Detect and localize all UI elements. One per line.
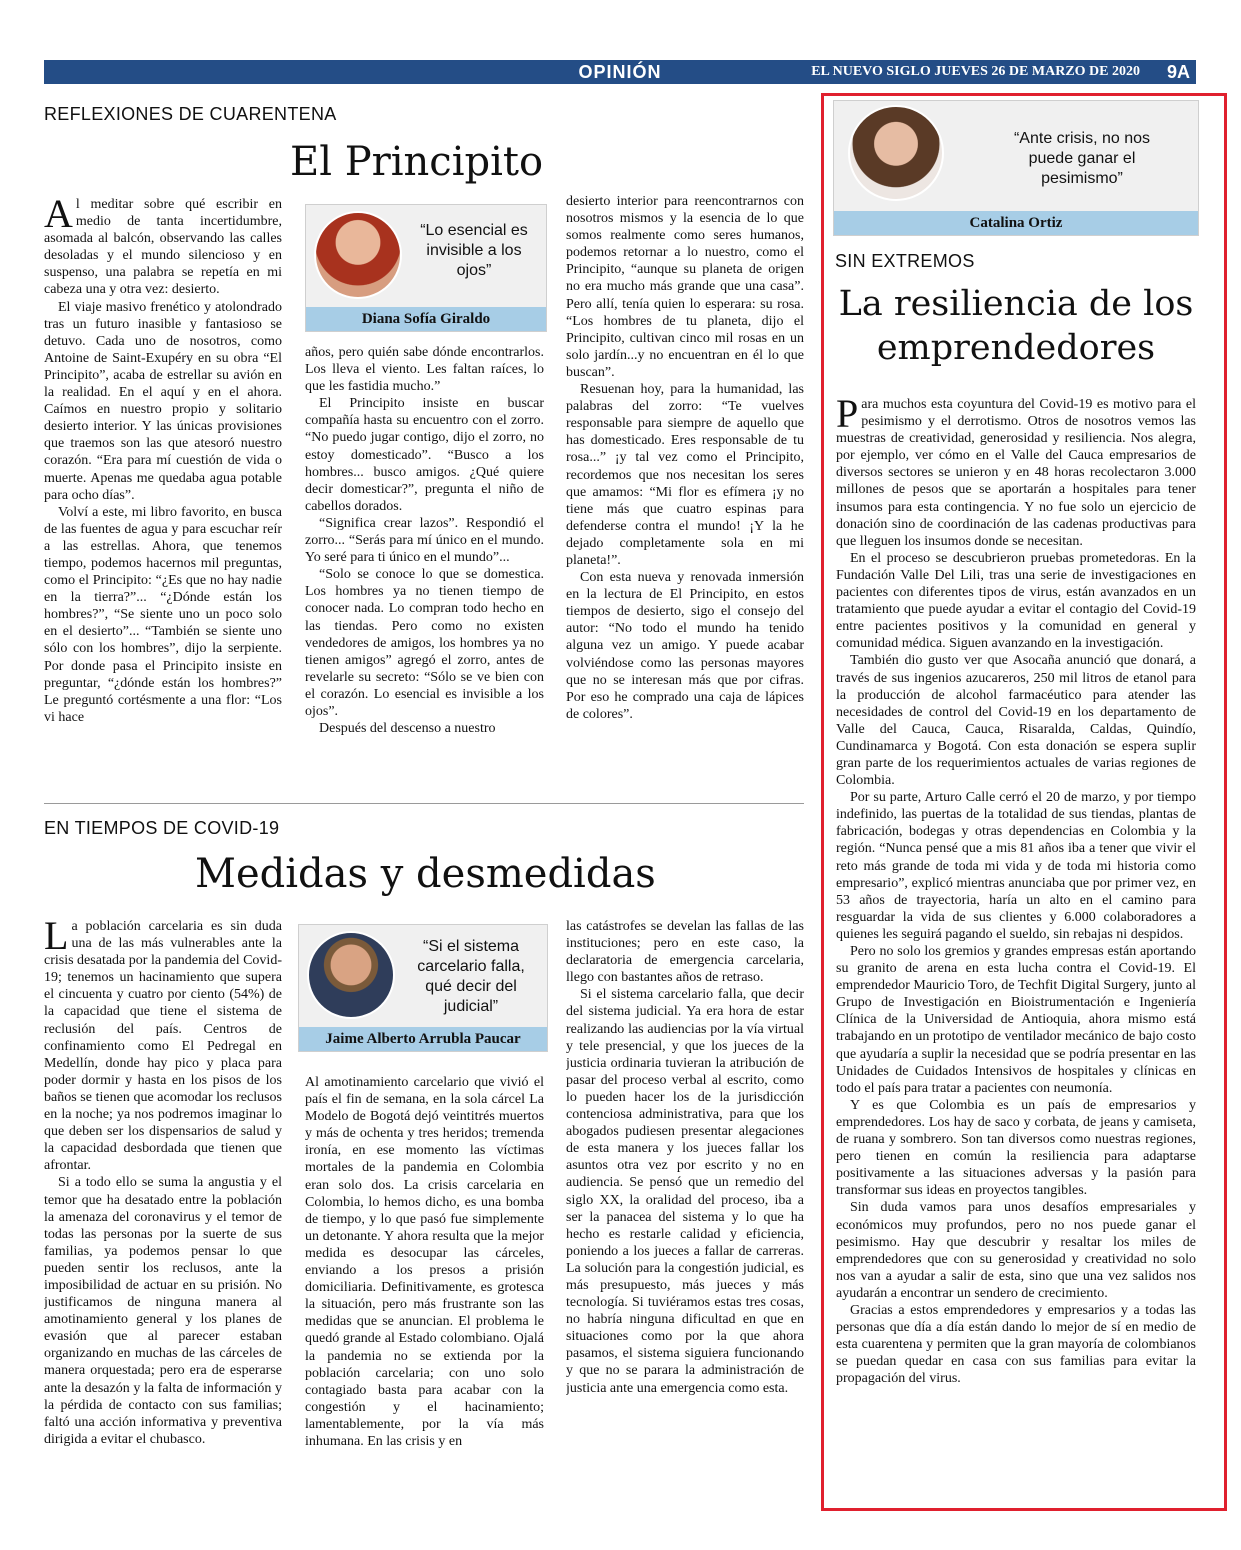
article3-paragraph: Y es que Colombia es un país de empresarios y emprendedores. Los hay de saco y corbata, de jeans y camiseta, de ruana y sombrero. Son tan diversos como nuestras regiones, pero tienen en común la resiliencia para adaptarse positivamente a las situaciones adversas y la pasión para transformar sus ideas en proyectos tangibles. <box>836 1097 1196 1199</box>
author-name: Catalina Ortiz <box>834 211 1198 235</box>
pull-quote: “Ante crisis, no nos puede ganar el pesimismo” <box>1013 130 1151 187</box>
article3-paragraph: Pero no solo los gremios y grandes empresas están aportando su granito de arena en esta lucha contra el Covid-19. El emprendedor Mauricio Toro, de Techfit Digital Surgery, junto al Grupo de Investigación en Bioistrumentación e Ingeniería Clínica de la Universidad de Antioquia, ahora mismo está trabajando en un prototipo de ventilador mecánico de bajo costo que ayudaría a suplir la necesidad que se podría presentar en las Unidades de Cuidados Intensivos de hospitales y clínicas en todo el país para tratar a pacientes con neumonía. <box>836 944 1196 1096</box>
pull-quote: “Lo esencial es invisible a los ojos” <box>420 222 528 279</box>
drop-cap: L <box>44 918 69 958</box>
article1-paragraph: El viaje masivo frenético y atolondrado tras un futuro inasible y fantasioso se detuvo. Cada uno de nosotros, como Antoine de Saint-Exupéry en su obra “El Principito”, acaba de estrellar su avión en la realidad. En el aquí y en el ahora. Caímos en nuestro propio y solitario desierto interior. Y las únicas provisiones que traemos son las que atesoró nuestro corazón. “Era para mí cuestión de vida o muerte. Apenas me quedaba agua potable para ocho días”. <box>44 299 282 503</box>
article3-title-line: La resiliencia de los <box>838 284 1194 324</box>
article2-column-1 <box>44 918 282 1498</box>
article2-kicker: EN TIEMPOS DE COVID-19 <box>44 818 280 838</box>
section-name: OPINIÓN <box>578 62 662 82</box>
author-card-giraldo <box>305 204 547 332</box>
article1-column-1 <box>44 196 282 796</box>
article1-paragraph: Con esta nueva y renovada inmersión en la lectura de El Principito, en estos tiempos de desierto, sigo el consejo del autor: “No todo el mundo ha tenido alguna vez un amigo. Y puede acabar volviéndose como las personas mayores que no se interesan más que por cifras. Por eso he comprado una caja de lápices de colores”. <box>566 570 804 722</box>
article2-paragraph: Si el sistema carcelario falla, que decir del sistema judicial. Ya era hora de estar realizando las audiencias por la vía virtual y tele presencial, y que los jueces de la justicia ordinaria tuvieran la atribución de pasar del proceso verbal al escrito, como lo pueden hacer los de la jurisdicción contenciosa administrativa, para que los abogados pudiesen presentar alegaciones de esta manera y los jueces fallar los asuntos otra vez por escrito y no en audiencia. Se pensó que un remedio del siglo XX, la oralidad del proceso, iba a ser la panacea del sistema y lo que ha hecho es restarle calidad y eficiencia, poniendo a los jueces a fallar de carreras. La solución para la congestión judicial, es más presupuesto, más jueces y más tecnología. Si tuviéramos estas tres cosas, no habría ninguna dificultad en que en situaciones como por la que ahora pasamos, el sistema siguiera funcionando y que no se parara la administración de justicia ante una emergencia como esta. <box>566 987 804 1396</box>
author-card-ortiz <box>833 100 1199 236</box>
drop-cap: A <box>44 196 73 236</box>
author-name: Jaime Alberto Arrubla Paucar <box>299 1027 547 1051</box>
article1-column-2 <box>305 344 544 794</box>
article3-body <box>836 396 1196 1491</box>
article2-column-3 <box>566 918 804 1498</box>
article3-paragraph: Sin duda vamos para unos desafíos empresariales y económicos muy profundos, pero no nos puede ganar el pesimismo. Hay que descubrir y resaltar los miles de emprendedores que con su generosidad y creatividad no solo nos van a ayudar a salir de esta, sino que una vez salidos nos ayudarán a encontrar un sendero de crecimiento. <box>836 1200 1196 1301</box>
article1-paragraph: desierto interior para reencontrarnos con nosotros mismos y la esencia de lo que somos realmente como seres humanos, podemos retornar a lo nuestro, como el Principito, “aunque su planeta de origen no era mucho más grande que una casa”. Pero allí, tenía quien lo esperara: su rosa. “Los hombres de tu planeta, dijo el Principito, cultivan cinco mil rosas en un solo jardín...y no encuentran en él lo que buscan”. <box>566 194 804 380</box>
article1-paragraph: El Principito insiste en buscar compañía hasta su encuentro con el zorro. “No puedo jugar contigo, dijo el zorro, no estoy domesticado”. “Busco a los hombres... busco amigos. ¿Qué quiere decir domesticar?”, pregunta el niño de cabellos dorados. <box>305 396 544 514</box>
article2-paragraph: las catástrofes se develan las fallas de las instituciones; pero en este caso, la declaratoria de emergencia carcelaria, llego con bastantes años de retraso. <box>566 919 804 986</box>
article1-title: El Principito <box>290 139 544 185</box>
author-name: Diana Sofía Giraldo <box>306 307 546 331</box>
article1-kicker: REFLEXIONES DE CUARENTENA <box>44 104 337 124</box>
article3-paragraph: En el proceso se descubrieron pruebas prometedoras. En la Fundación Valle Del Lili, tras una serie de investigaciones en pacientes con diferentes tipos de virus, están avanzados en un tratamiento que puede ayudar a evitar el contagio del Covid-19 entre pacientes positivos y la comunidad en general y comunidad médica. Siguen avanzando en la investigación. <box>836 550 1196 652</box>
author-photo-giraldo <box>314 211 402 299</box>
article1-paragraph: Resuenan hoy, para la humanidad, las palabras del zorro: “Te vuelves responsable para siempre de aquello que has domesticado. Eres responsable de tu rosa...” ¡y tal vez como el Principito, recordemos que nos necesitan los seres que amamos: “Mi flor es efímera ¡y no tiene más que cuatro espinas para defenderse contra el mundo! ¡Y la he dejado completamente sola en mi planeta!”. <box>566 382 804 568</box>
article1-paragraph: “Solo se conoce lo que se domestica. Los hombres ya no tienen tiempo de conocer nada. Lo compran todo hecho en las tiendas. Pero como no existen vendedores de amigos, los hombres ya no tienen amigos” agregó el zorro, antes de revelarle su secreto: “Sólo se ve bien con el corazón. Lo esencial es invisible a los ojos”. <box>305 567 544 719</box>
author-photo-arrubla <box>307 931 395 1019</box>
article1-paragraph: Volví a este, mi libro favorito, en busca de las fuentes de agua y para escuchar reír a las estrellas. Ahora, que tenemos tiempo, podemos hacernos mil preguntas, como el Principito: “¿Es que no hay nadie en la tierra?”... “¿Dónde están los hombres?”, “Se siente uno un poco solo en el desierto”... “También se siente uno sólo con los hombres”, dijo la serpiente. Por donde pasa el Principito insiste en preguntar, “¿dónde están los hombres?” Le preguntó cortésmente a una flor: “Los vi hace <box>44 504 282 725</box>
article1-paragraph: años, pero quién sabe dónde encontrarlos. Los lleva el viento. Les faltan raíces, lo que les fastidia mucho.” <box>305 345 544 395</box>
newspaper-dateline: EL NUEVO SIGLO JUEVES 26 DE MARZO DE 2020 <box>811 64 1140 79</box>
article3-paragraph: Para muchos esta coyuntura del Covid-19 es motivo para el pesimismo y el derrotismo. Otros de nosotros vemos las muestras de creatividad, generosidad y resiliencia. Nos alegra, por ejemplo, ver cómo en el Valle del Cauca empresarios de diversos sectores se unieron y en 48 horas recolectaron 3.000 millones de pesos que se aportarán a hospitales para tener insumos para esta contingencia. Y no fue solo un ejercicio de donación sino de coordinación de las cadenas productivas para que lleguen los insumos donde se necesitan. <box>836 396 1196 549</box>
article2-title: Medidas y desmedidas <box>195 851 656 897</box>
page-number: 9A <box>1166 62 1190 82</box>
article1-paragraph: Después del descenso a nuestro <box>319 721 496 737</box>
section-divider <box>44 803 804 804</box>
article3-paragraph: También dio gusto ver que Asocaña anunció que donará, a través de sus ingenios azucareros, 250 mil litros de etanol para la producción de alcohol farmacéutico para atender las necesidades de control del Covid-19 en los departamento de Valle del Cauca, Cauca, Risaralda, Caldas, Quindío, Cundinamarca y Bogotá. Con esta donación se espera suplir gran parte de los requerimientos actuales de varias regiones de Colombia. <box>836 653 1196 789</box>
author-photo-ortiz <box>848 105 944 201</box>
pull-quote: “Si el sistema carcelario falla, qué decir del judicial” <box>417 938 525 1015</box>
article2-paragraph: Al amotinamiento carcelario que vivió el país el fin de semana, en la sola cárcel La Modelo de Bogotá dejó veintitrés muertos y más de ochenta y tres heridos; tremenda ironía, en ese momento las víctimas mortales de la pandemia en Colombia eran solo dos. La crisis carcelaria en Colombia, lo hemos dicho, es una bomba de tiempo, y lo que pasó fue simplemente un detonante. Y ahora resulta que la mejor medida es desocupar las cárceles, enviando a los presos a prisión domiciliaria. Definitivamente, es grotesca la situación, pero más frustrante son las medidas que se anuncian. El problema le quedó grande al Estado colombiano. Ojalá la pandemia no se extienda por la población carcelaria; con uno solo contagiado basta para acabar con la congestión y el hacinamiento; lamentablemente, por la vía más inhumana. En las crisis y en <box>305 1075 544 1449</box>
article3-kicker: SIN EXTREMOS <box>835 251 975 271</box>
article1-column-3 <box>566 193 804 793</box>
article2-paragraph: Si a todo ello se suma la angustia y el temor que ha desatado entre la población la amenaza del coronavirus y el temor de todas las personas por la suerte de sus familias, ya podemos pensar lo que pueden sentir los reclusos, ante la imposibilidad de actuar en su prisión. No justificamos de ninguna manera al amotinamiento general y los planes de evasión que al parecer estaban organizando en muchas de las cárceles de manera orquestada; pero era de esperarse ante la desazón y la falta de información y la pérdida de contacto con sus familias; faltó una acción informativa y preventiva dirigida a evitar el chubasco. <box>44 1175 282 1447</box>
article2-paragraph: La población carcelaria es sin duda una de las más vulnerables ante la crisis desatada por la pandemia del Covid-19; tenemos un hacinamiento que supera el cincuenta y cuatro por ciento (54%) de la capacidad que tiene el sistema de reclusión del país. Centros de confinamiento como El Pedregal en Medellín, donde hay pico y placa para poder dormir y hasta en los pisos de los baños se tienen que acomodar los reclusos en la noche; ya nos podremos imaginar lo que deben ser los dispensarios de salud y la capacidad desbordada que tienen que afrontar. <box>44 918 282 1174</box>
article3-title <box>835 282 1197 370</box>
article1-paragraph: Al meditar sobre qué escribir en medio de tanta incertidumbre, asomada al balcón, observando las calles desoladas y el mundo silencioso y en suspenso, una palabra se repetía en mi cabeza una y otra vez: desierto. <box>44 196 282 298</box>
article1-paragraph: “Significa crear lazos”. Respondió el zorro... “Serás para mí único en el mundo. Yo seré para ti único en el mundo”... <box>305 515 544 566</box>
page-header-bar <box>44 60 1196 84</box>
article3-title-line: emprendedores <box>876 328 1156 368</box>
article3-paragraph: Por su parte, Arturo Calle cerró el 20 de marzo, y por tiempo indefinido, las puertas de la totalidad de sus tiendas, plantas de fabricación, bodegas y otras dependencias en Colombia y la región. “Nunca pensé que a mis 81 años iba a tener que vivir el reto más grande de toda mi vida y de toda mi historia como empresario”, explicó mientras anunciaba que por primer vez, en 53 años de trayectoria, haría un alto en el camino para resguardar la vida de sus clientes y 6.000 colaboradores a quienes les seguirá pagando el sueldo, sin rebajas ni despidos. <box>836 790 1196 942</box>
article3-paragraph: Gracias a estos emprendedores y empresarios y a todas las personas que día a día están dando lo mejor de sí en medio de esta cuarentena y permiten que la gran mayoría de colombianos se puedan quedar en casa con sus familias para evitar la propagación del virus. <box>836 1302 1196 1387</box>
drop-cap: P <box>836 396 859 436</box>
author-card-arrubla <box>298 924 548 1052</box>
article2-column-2 <box>305 1074 544 1494</box>
